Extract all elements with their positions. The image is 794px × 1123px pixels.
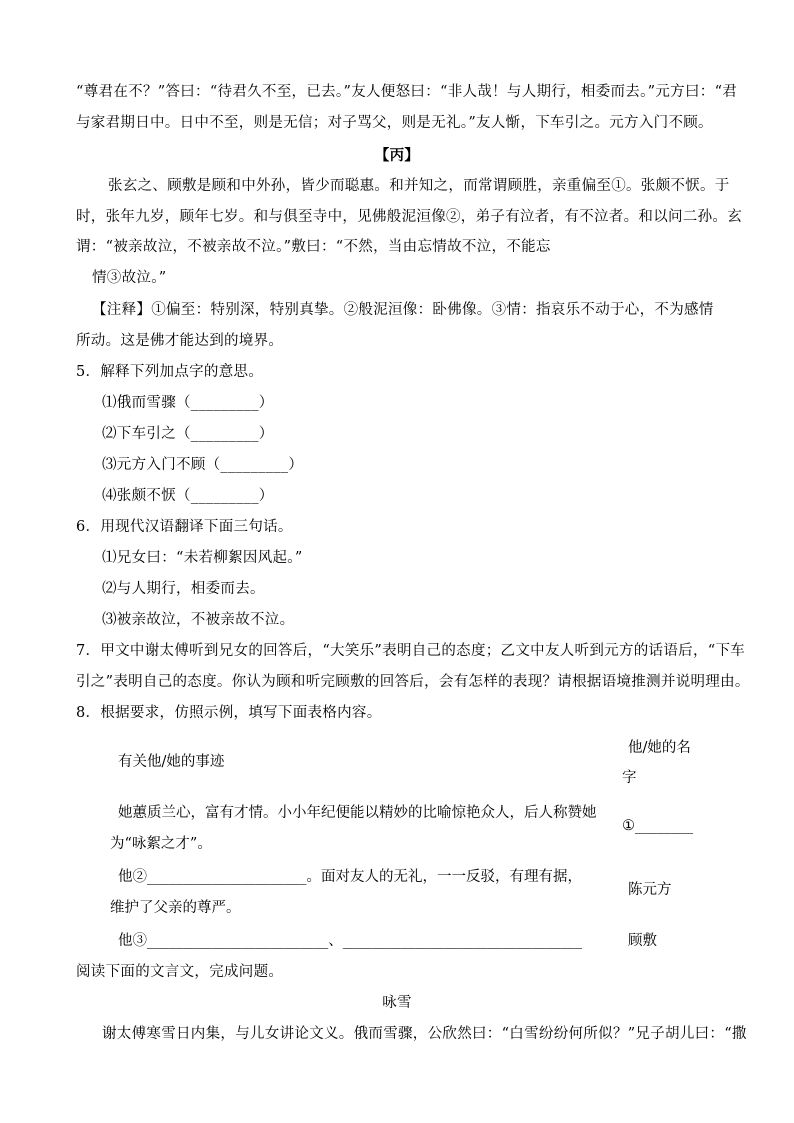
q7-line-1: 7．甲文中谢太傅听到兄女的回答后，“大笑乐”表明自己的态度；乙文中友人听到元方的话语后，“下车	[76, 643, 746, 659]
table-row2-deeds-2: 维护了父亲的尊严。	[110, 900, 241, 916]
table-row1-deeds: 她蕙质兰心，富有才情。小小年纪便能以精妙的比喻惊艳众人，后人称赞她为“咏絮之才”。	[110, 805, 597, 852]
q6-item-3: ⑶被亲故泣，不被亲故不泣。	[102, 612, 295, 628]
table-header-name-2: 字	[622, 770, 637, 786]
reading-title: 咏雪	[382, 995, 412, 1011]
passage-bing-line-1: 张玄之、顾敷是顾和中外孙，皆少而聪惠。和并知之，而常谓顾胜，亲重偏至①。张颇不恹。于	[108, 178, 730, 194]
q5-item-3[interactable]: ⑶元方入门不顾（_________）	[102, 457, 304, 473]
q7-line-2: 引之”表明自己的态度。你认为顾和听完顾敷的回答后，会有怎样的表现？请根据语境推测并说明理由。	[76, 674, 750, 690]
passage-bing-note-1: 【注释】①偏至：特别深，特别真挚。②般泥洹像：卧佛像。③情：指哀乐不动于心，不为感情	[92, 302, 714, 318]
table-row3-name: 顾敷	[628, 933, 657, 949]
table-row1-name[interactable]: ①________	[622, 818, 693, 834]
q6-stem: 6．用现代汉语翻译下面三句话。	[76, 519, 293, 535]
passage-bing-line-2: 时，张年九岁，顾年七岁。和与俱至寺中，见佛般泥洹像②，弟子有泣者，有不泣者。和以问二孙。玄	[76, 209, 742, 225]
passage-yi-line-1: “尊君在不？”答曰：“待君久不至，已去。”友人便怒曰：“非人哉！与人期行，相委而去。”元方曰：“君	[76, 84, 738, 100]
q6-item-1: ⑴兄女曰：“未若柳絮因风起。”	[102, 550, 303, 566]
table-row2-deeds-1[interactable]: 他②______________________。面对友人的无礼，一一反驳，有理有据，	[118, 869, 582, 885]
q5-item-2[interactable]: ⑵下车引之（_________）	[102, 426, 274, 442]
passage-bing-heading: 【丙】	[374, 147, 420, 164]
table-header-deeds: 有关他/她的事迹	[118, 754, 225, 770]
q5-item-1[interactable]: ⑴俄而雪骤（_________）	[102, 395, 274, 411]
reading-first-line: 谢太傅寒雪日内集，与儿女讲论文义。俄而雪骤，公欣然曰：“白雪纷纷何所似？”兄子胡儿曰：“撒	[102, 1026, 747, 1042]
q5-item-4[interactable]: ⑷张颇不恹（_________）	[102, 488, 274, 504]
q6-item-2: ⑵与人期行，相委而去。	[102, 581, 265, 597]
table-row2-name: 陈元方	[628, 882, 672, 898]
passage-yi-line-2: 与家君期日中。日中不至，则是无信；对子骂父，则是无礼。”友人惭，下车引之。元方入门不顾。	[76, 115, 713, 131]
reading-intro: 阅读下面的文言文，完成问题。	[76, 964, 284, 980]
table-row3-deeds[interactable]: 他③_________________________、_________________________________	[118, 933, 582, 949]
passage-bing-line-4: 情③故泣。”	[92, 270, 167, 286]
table-header-name-1: 他/她的名	[628, 740, 691, 756]
passage-bing-note-2: 所动。这是佛才能达到的境界。	[76, 333, 284, 349]
passage-bing-line-3: 谓：“被亲故泣，不被亲故不泣。”敷曰：“不然，当由忘情故不泣，不能忘	[76, 239, 551, 255]
q5-stem: 5．解释下列加点字的意思。	[76, 364, 264, 380]
q8-stem: 8．根据要求，仿照示例，填写下面表格内容。	[76, 705, 382, 721]
